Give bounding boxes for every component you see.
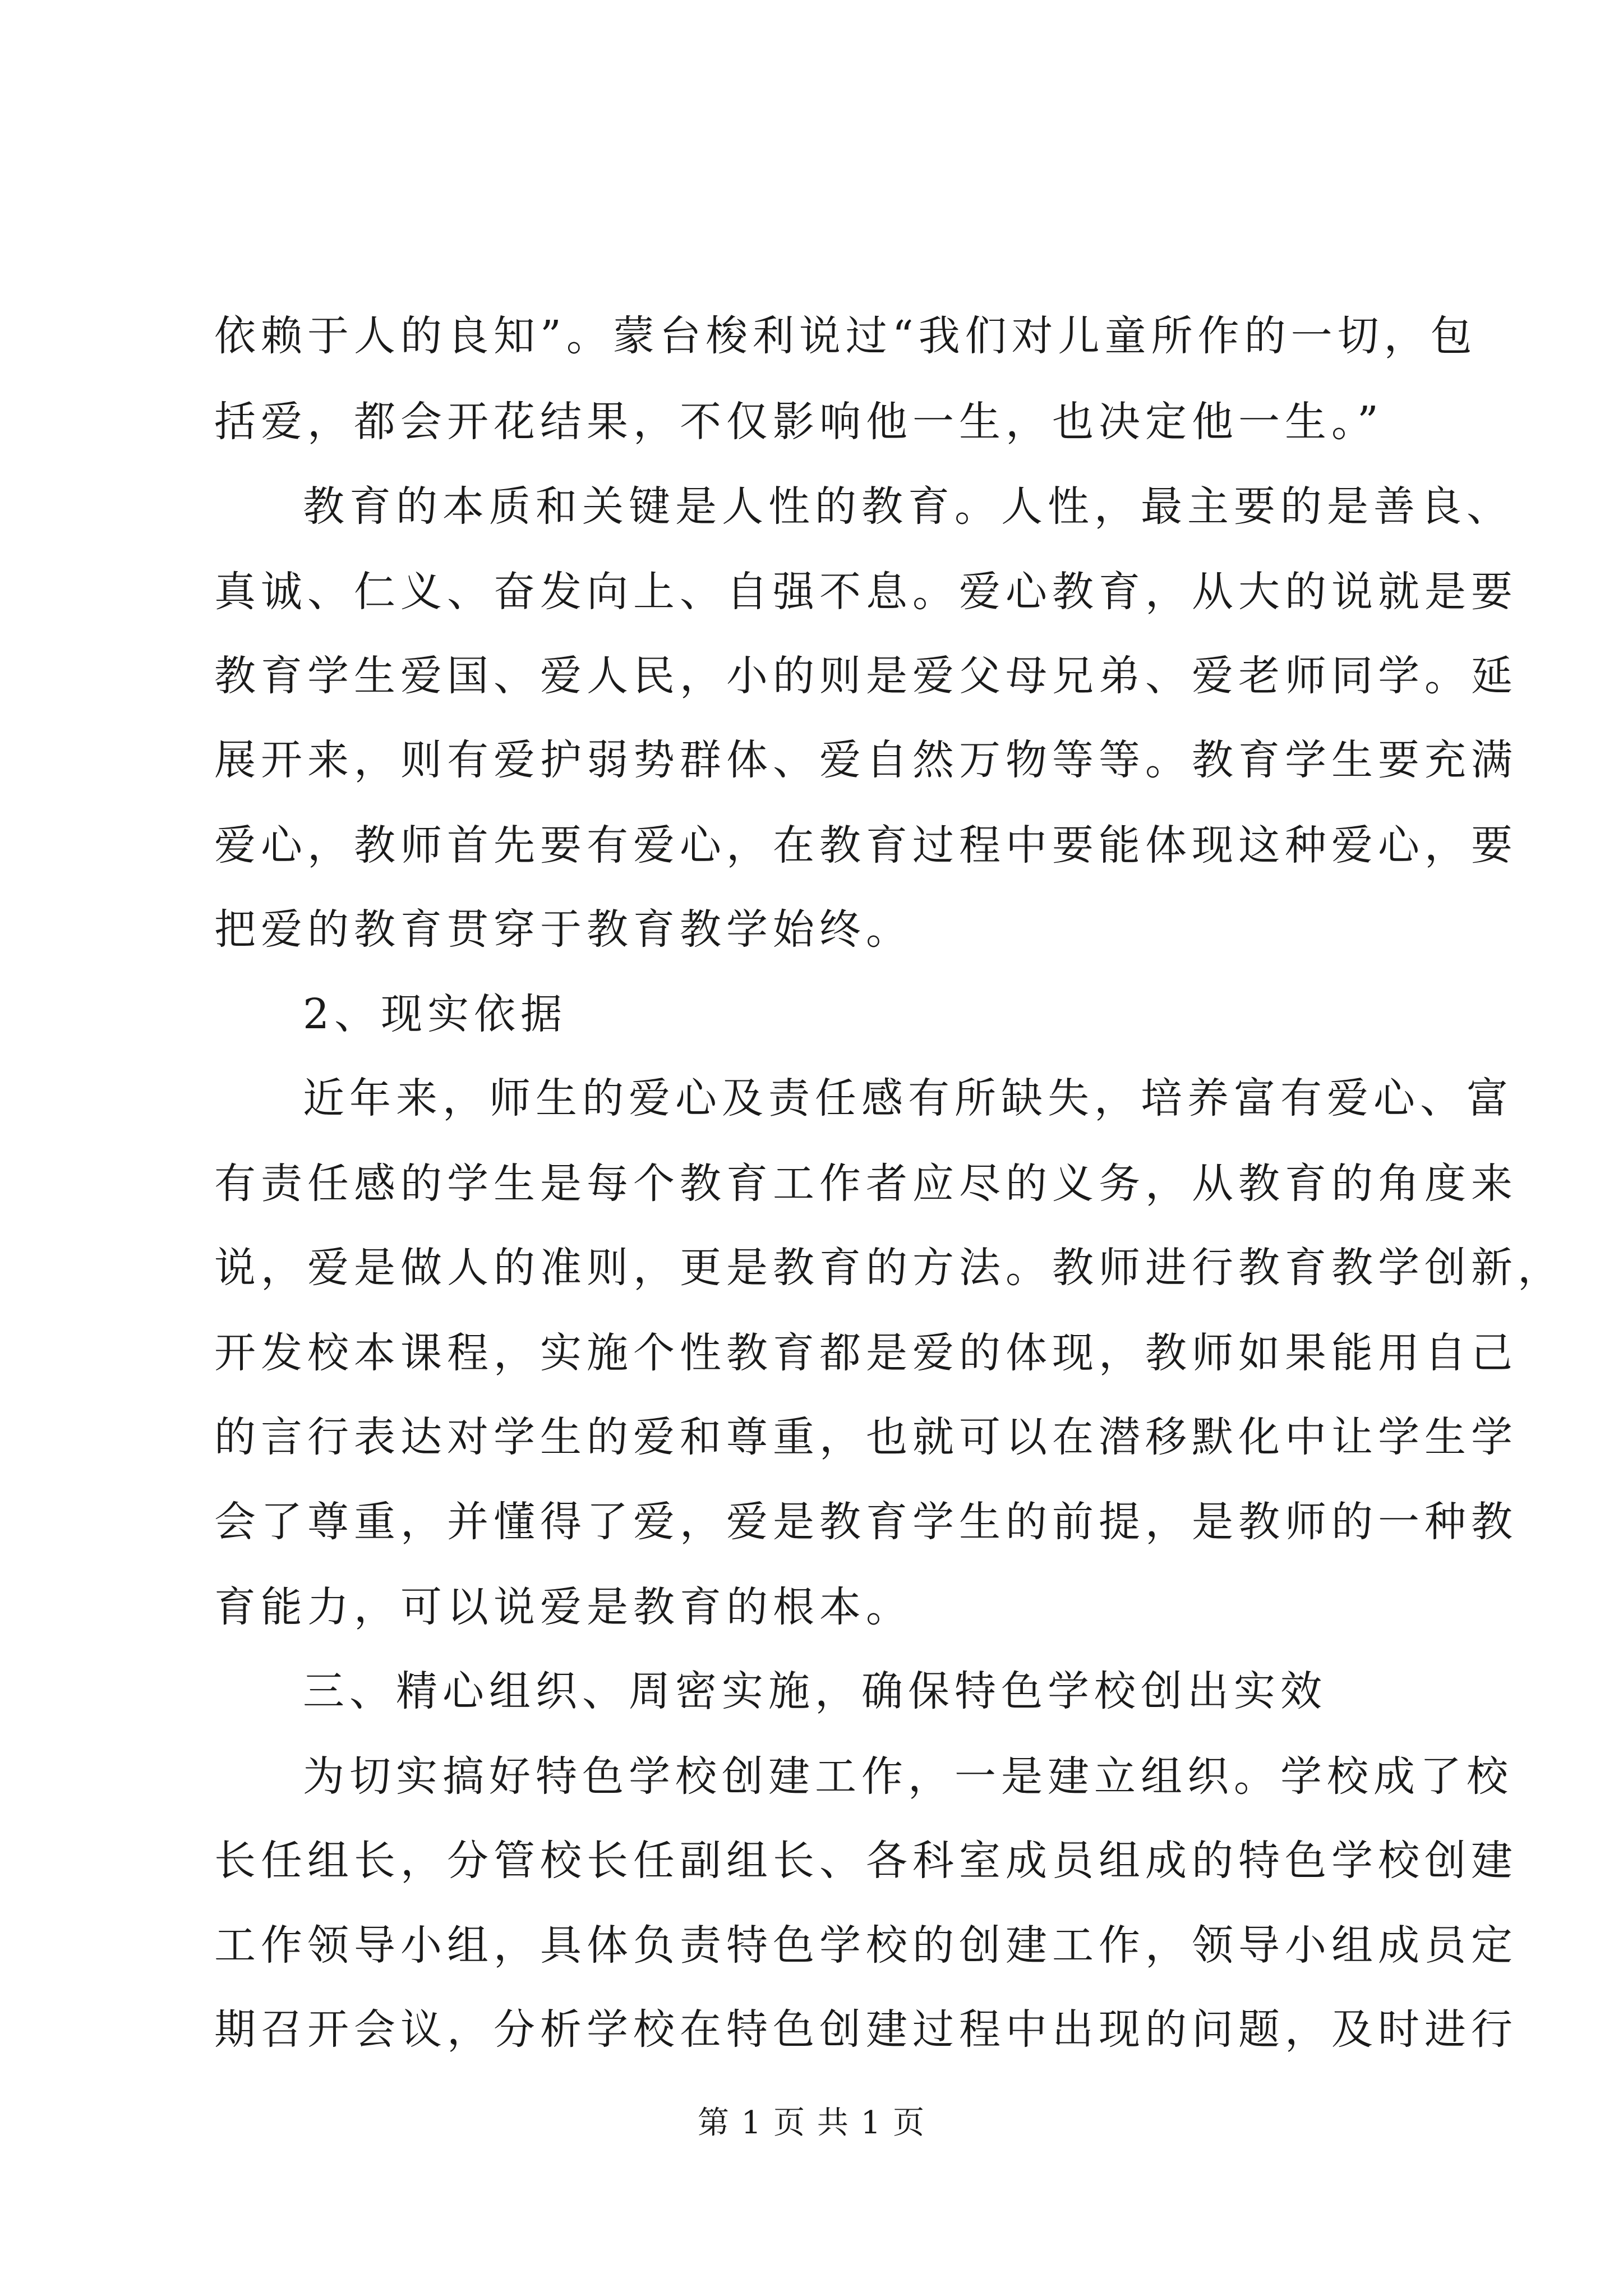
paragraph-start-line: 教育的本质和关键是人性的教育。人性，最主要的是善良、 bbox=[303, 482, 1513, 531]
paragraph-start-line: 近年来，师生的爱心及责任感有所缺失，培养富有爱心、富 bbox=[303, 1074, 1513, 1122]
text-line-11: 有责任感的学生是每个教育工作者应尽的义务，从教育的角度来 bbox=[214, 1159, 1518, 1208]
text-line-12: 说，爱是做人的准则，更是教育的方法。教师进行教育教学创新， bbox=[214, 1244, 1564, 1292]
text-line-13: 开发校本课程，实施个性教育都是爱的体现，教师如果能用自己 bbox=[214, 1329, 1518, 1377]
text-line-1: 依赖于人的良知”。蒙台梭利说过“我们对儿童所作的一切，包 bbox=[214, 312, 1477, 360]
text-line-16: 育能力，可以说爱是教育的根本。 bbox=[214, 1583, 912, 1631]
section-heading: 三、精心组织、周密实施，确保特色学校创出实效 bbox=[303, 1667, 1327, 1715]
text-line-15: 会了尊重，并懂得了爱，爱是教育学生的前提，是教师的一种教 bbox=[214, 1498, 1518, 1546]
text-line-20: 工作领导小组，具体负责特色学校的创建工作，领导小组成员定 bbox=[214, 1921, 1518, 1970]
text-line-7: 爱心，教师首先要有爱心，在教育过程中要能体现这种爱心，要 bbox=[214, 821, 1518, 869]
page-number-footer: 第 1 页 共 1 页 bbox=[697, 2105, 926, 2141]
text-line-2: 括爱，都会开花结果，不仅影响他一生，也决定他一生。” bbox=[214, 398, 1384, 446]
text-line-21: 期召开会议，分析学校在特色创建过程中出现的问题，及时进行 bbox=[214, 2005, 1518, 2054]
text-line-6: 展开来，则有爱护弱势群体、爱自然万物等等。教育学生要充满 bbox=[214, 736, 1518, 784]
section-heading: 2、现实依据 bbox=[303, 990, 568, 1038]
text-line-5: 教育学生爱国、爱人民，小的则是爱父母兄弟、爱老师同学。延 bbox=[214, 652, 1518, 700]
text-line-19: 长任组长，分管校长任副组长、各科室成员组成的特色学校创建 bbox=[214, 1837, 1518, 1885]
text-line-8: 把爱的教育贯穿于教育教学始终。 bbox=[214, 905, 912, 954]
paragraph-start-line: 为切实搞好特色学校创建工作，一是建立组织。学校成了校 bbox=[303, 1752, 1513, 1801]
text-line-14: 的言行表达对学生的爱和尊重，也就可以在潜移默化中让学生学 bbox=[214, 1413, 1518, 1461]
text-line-4: 真诚、仁义、奋发向上、自强不息。爱心教育，从大的说就是要 bbox=[214, 568, 1518, 616]
